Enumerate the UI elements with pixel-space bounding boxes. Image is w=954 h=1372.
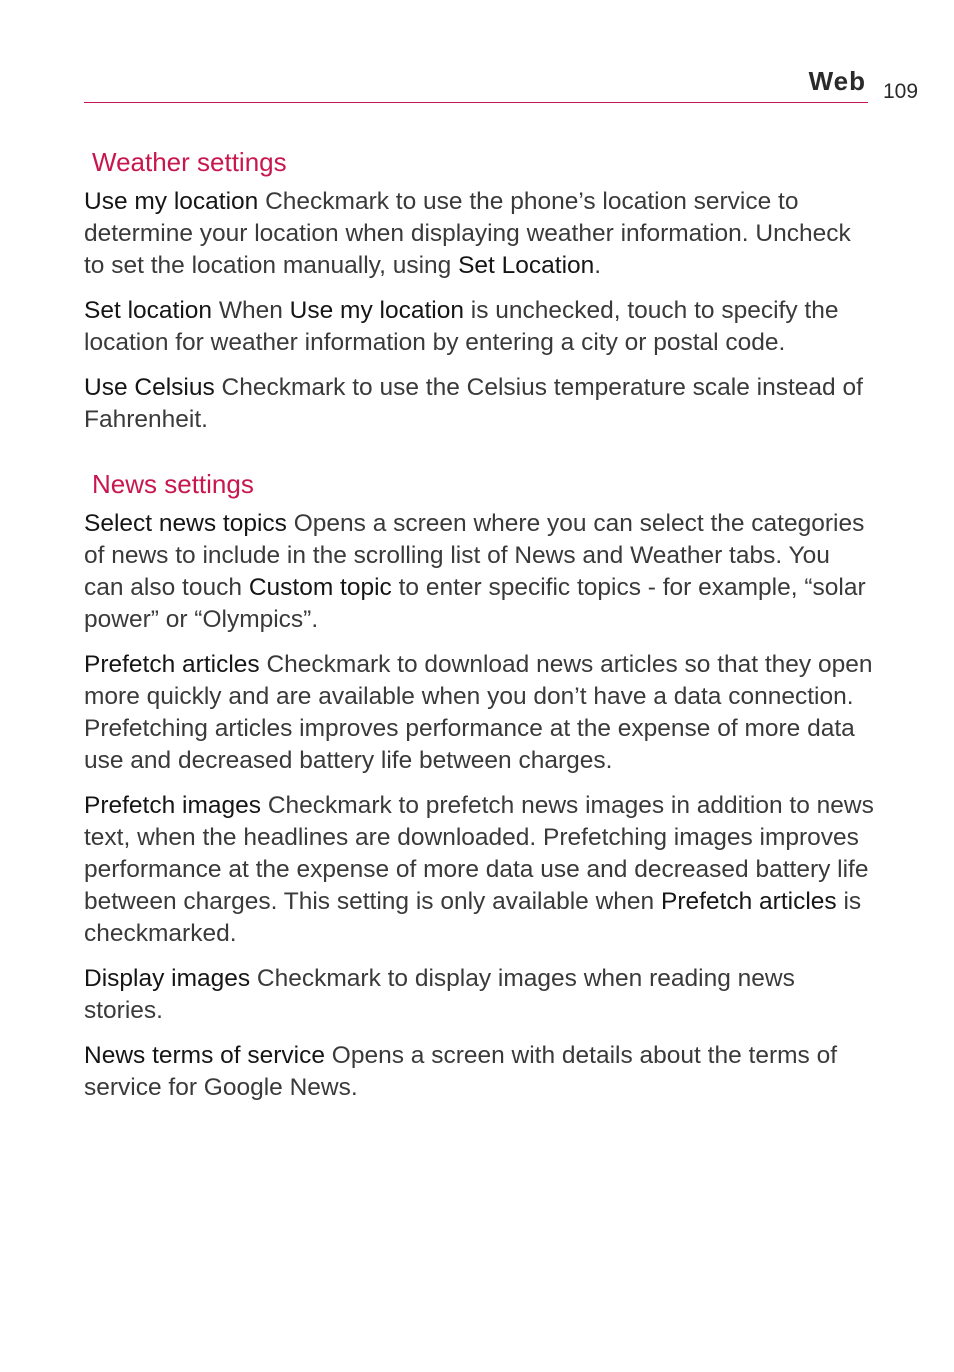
setting-description: is checkmarked. <box>84 888 862 947</box>
setting-name: Prefetch images <box>84 792 262 819</box>
setting-entry <box>84 790 874 950</box>
setting-entry <box>84 508 874 636</box>
setting-name: Custom topic <box>248 574 392 601</box>
setting-description: . <box>594 252 602 279</box>
setting-description: Checkmark to display images when reading news stories. <box>84 965 795 1024</box>
setting-name: Set Location <box>458 252 595 279</box>
setting-name: Prefetch articles <box>661 888 837 915</box>
setting-entry <box>84 295 874 359</box>
section-title: Weather settings <box>92 147 287 177</box>
setting-description: is unchecked, touch to specify the location for weather information by entering a city or postal code. <box>84 297 839 356</box>
setting-description: Opens a screen with details about the terms of service for Google News. <box>84 1042 838 1101</box>
setting-description: Checkmark to prefetch news images in addition to news text, when the headlines are downloaded. Prefetching images improves performance at the expense of more data use and decreased battery life between charges. This setting is only available when <box>84 792 874 915</box>
setting-entry <box>84 649 874 777</box>
setting-description: to enter specific topics - for example, “solar power” or “Olympics”. <box>84 574 866 633</box>
setting-description: Checkmark to use the Celsius temperature scale instead of Fahrenheit. <box>84 374 863 433</box>
setting-description: Checkmark to download news articles so that they open more quickly and are available when you don’t have a data connection. Prefetching articles improves performance at the expense of more data use and decreased battery life between charges. <box>84 651 873 774</box>
section <box>84 464 874 1104</box>
setting-entry <box>84 963 874 1027</box>
section <box>84 142 874 436</box>
setting-name: News terms of service <box>84 1042 325 1069</box>
setting-entry <box>84 372 874 436</box>
setting-name: Set location <box>84 297 213 324</box>
setting-name: Use Celsius <box>84 374 215 401</box>
section-title: News settings <box>92 469 254 499</box>
setting-name: Display images <box>84 965 251 992</box>
header-divider <box>84 102 868 103</box>
setting-name: Prefetch articles <box>84 651 260 678</box>
section-gap <box>84 449 874 464</box>
setting-description: Checkmark to use the phone’s location service to determine your location when displaying weather information. Uncheck to set the location manually, using <box>84 188 851 279</box>
page-body <box>84 142 874 1117</box>
setting-entry <box>84 186 874 282</box>
chapter-title: Web <box>808 66 866 96</box>
setting-name: Use my location <box>84 188 259 215</box>
setting-entry <box>84 1040 874 1104</box>
setting-name: Use my location <box>289 297 464 324</box>
setting-name: Select news topics <box>84 510 287 537</box>
setting-description: Opens a screen where you can select the categories of news to include in the scrolling list of News and Weather tabs. You can also touch <box>84 510 865 601</box>
setting-description: When <box>212 297 290 324</box>
page-number: 109 <box>883 80 919 103</box>
